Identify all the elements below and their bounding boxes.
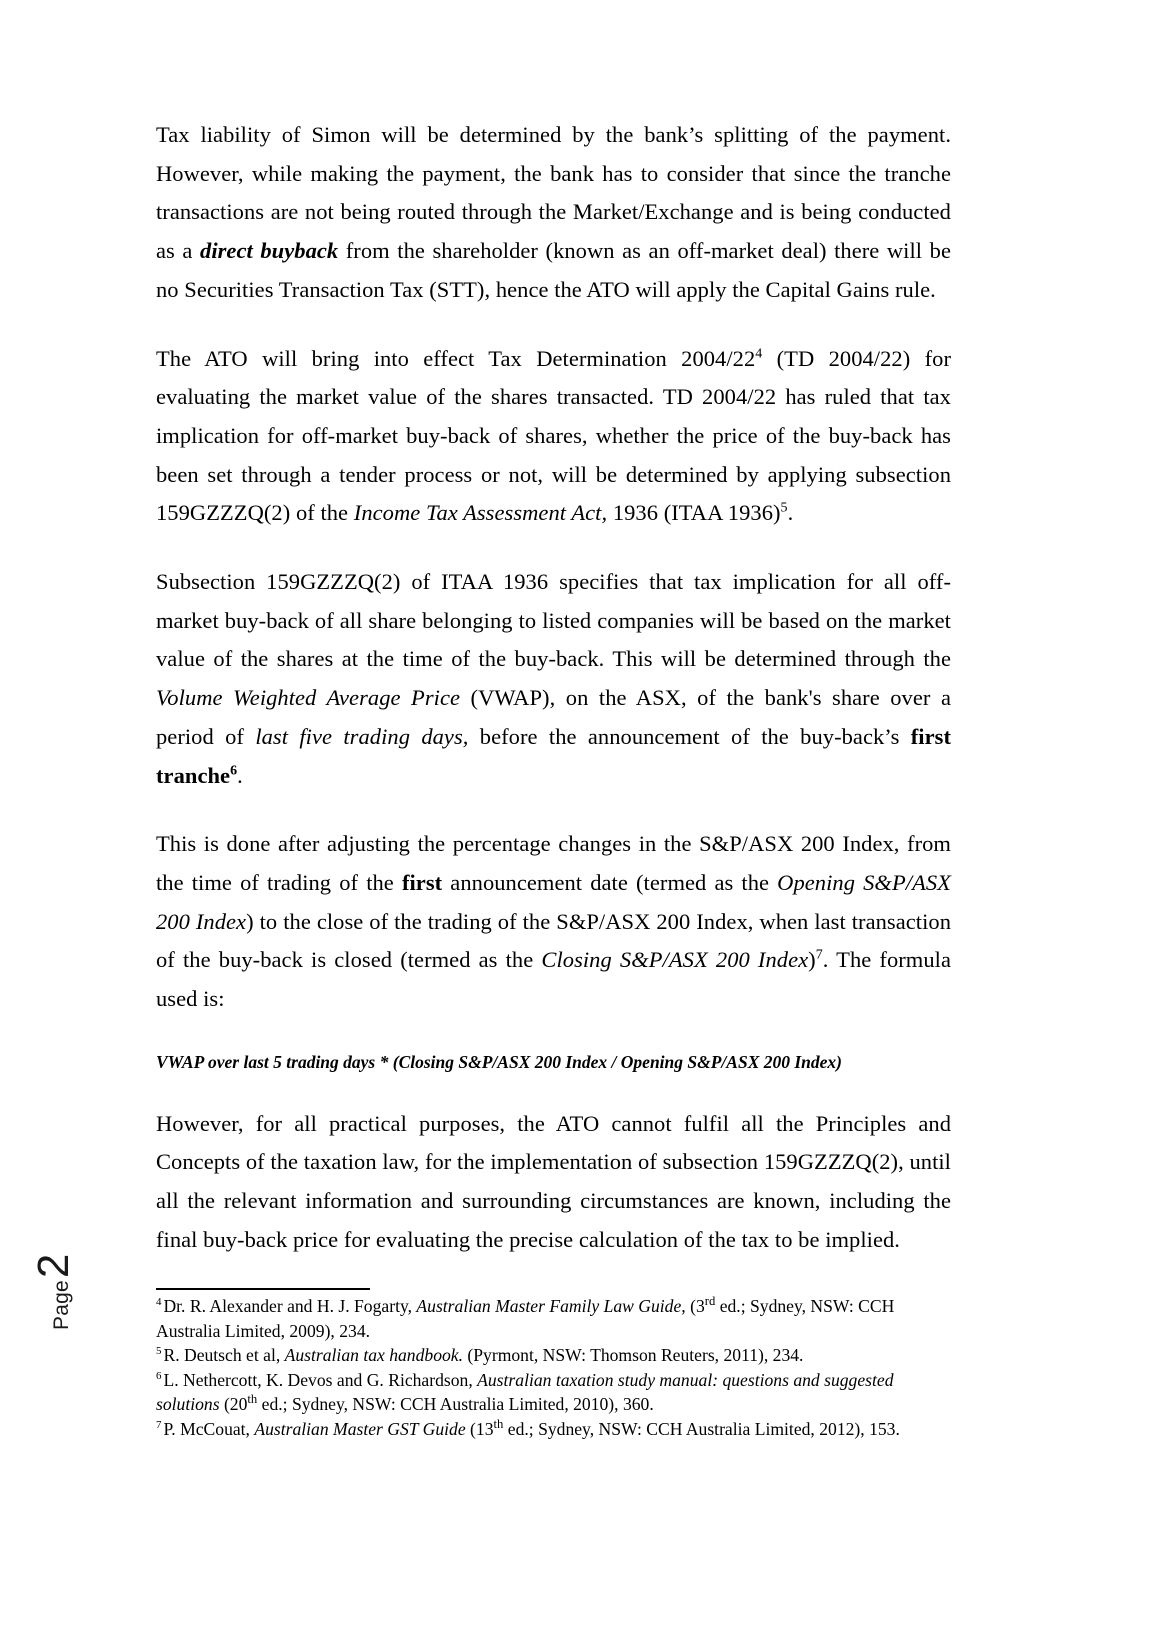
document-body bbox=[156, 116, 951, 1260]
emphasis-italic: Volume Weighted Average Price bbox=[156, 685, 461, 711]
footnote-marker: 5 bbox=[156, 1345, 162, 1358]
footnote-separator-rule bbox=[156, 1288, 370, 1290]
emphasis-italic: Income Tax Assessment Act, bbox=[353, 500, 608, 526]
footnote-item: $^4$ Dr. R. Alexander and H. J. Fogarty, Australian Master Family Law Guide, (3rd ed.; Sydney, NSW: CCH Australia Limited, 2009), 234. bbox=[156, 1294, 895, 1341]
page-marker-word: Page bbox=[50, 1280, 73, 1330]
page-number-marker bbox=[29, 1180, 78, 1330]
footnote-marker: 4 bbox=[156, 1296, 162, 1309]
footnote-item: $^7$ P. McCouat, Australian Master GST Guide (13th ed.; Sydney, NSW: CCH Australia Limited, 2012), 153. bbox=[156, 1416, 900, 1439]
emphasis-italic: Australian taxation study manual: questions and suggested solutions bbox=[156, 1369, 894, 1414]
emphasis-italic: Australian Master Family Law Guide, bbox=[416, 1296, 686, 1316]
paragraph-3: Subsection 159GZZZQ(2) of ITAA 1936 specifies that tax implication for all off-market buy-back of all share belonging to listed companies will be based on the market value of the shares at the time of the buy-back. This will be determined through the Volume Weighted Average Price (VWAP), on the ASX, of the bank's share over a period of last five trading days, before the announcement of the buy-back’s first tranche$^6$. bbox=[156, 569, 951, 788]
emphasis-italic: Australian Master GST Guide bbox=[254, 1418, 466, 1439]
emphasis-italic: Opening S&P/ASX 200 Index bbox=[156, 869, 951, 934]
vwap-formula: VWAP over last 5 trading days * (Closing S&P/ASX 200 Index / Opening S&P/ASX 200 Index) bbox=[156, 1051, 843, 1072]
ordinal-suffix: th bbox=[493, 1416, 504, 1431]
footnote-reference: 7 bbox=[815, 947, 823, 963]
paragraph-4: This is done after adjusting the percentage changes in the S&P/ASX 200 Index, from the time of trading of the first announcement date (termed as the Opening S&P/ASX 200 Index) to the close of the trading of the S&P/ASX 200 Index, when last transaction of the buy-back is closed (termed as the Closing S&P/ASX 200 Index)$^7$. The formula used is: bbox=[156, 831, 952, 1012]
footnote-reference: 6 bbox=[230, 763, 238, 779]
ordinal-suffix: rd bbox=[704, 1294, 716, 1309]
emphasis-bold-italic: direct buyback bbox=[200, 238, 339, 264]
footnote-reference: 4 bbox=[755, 346, 763, 362]
ordinal-suffix: th bbox=[247, 1392, 258, 1407]
footnotes-section bbox=[156, 1288, 956, 1441]
paragraph-2: The ATO will bring into effect Tax Determination 2004/22$^4$ (TD 2004/22) for evaluating the market value of the shares transacted. TD 2004/22 has ruled that tax implication for off-market buy-back of shares, whether the price of the buy-back has been set through a tender process or not, will be determined by applying subsection 159GZZZQ(2) of the Income Tax Assessment Act, 1936 (ITAA 1936)$^5$. bbox=[156, 345, 951, 526]
footnote-marker: 6 bbox=[156, 1369, 162, 1382]
page-marker-number: 2 bbox=[29, 1253, 78, 1279]
footnote-item: $^5$ R. Deutsch et al, Australian tax handbook. (Pyrmont, NSW: Thomson Reuters, 2011), 234. bbox=[156, 1345, 804, 1365]
emphasis-italic: Closing S&P/ASX 200 Index bbox=[541, 947, 809, 973]
emphasis-bold: first bbox=[401, 869, 443, 895]
emphasis-italic: Australian tax handbook. bbox=[284, 1345, 463, 1365]
footnote-marker: 7 bbox=[156, 1418, 162, 1431]
footnote-item: $^6$ L. Nethercott, K. Devos and G. Richardson, Australian taxation study manual: questions and suggested solutions (20th ed.; Sydney, NSW: CCH Australia Limited, 2010), 360. bbox=[156, 1369, 894, 1414]
paragraph-5: However, for all practical purposes, the ATO cannot fulfil all the Principles and Concepts of the taxation law, for the implementation of subsection 159GZZZQ(2), until all the relevant information and surrounding circumstances are known, including the final buy-back price for evaluating the precise calculation of the tax to be implied. bbox=[156, 1110, 951, 1252]
footnote-reference: 5 bbox=[780, 500, 788, 516]
emphasis-bold: first tranche bbox=[156, 723, 951, 788]
emphasis-italic: last five trading days, bbox=[255, 723, 469, 749]
paragraph-1: Tax liability of Simon will be determined by the bank’s splitting of the payment. However, while making the payment, the bank has to consider that since the tranche transactions are not being routed through the Market/Exchange and is being conducted as a direct buyback from the shareholder (known as an off-market deal) there will be no Securities Transaction Tax (STT), hence the ATO will apply the Capital Gains rule. bbox=[156, 122, 951, 302]
